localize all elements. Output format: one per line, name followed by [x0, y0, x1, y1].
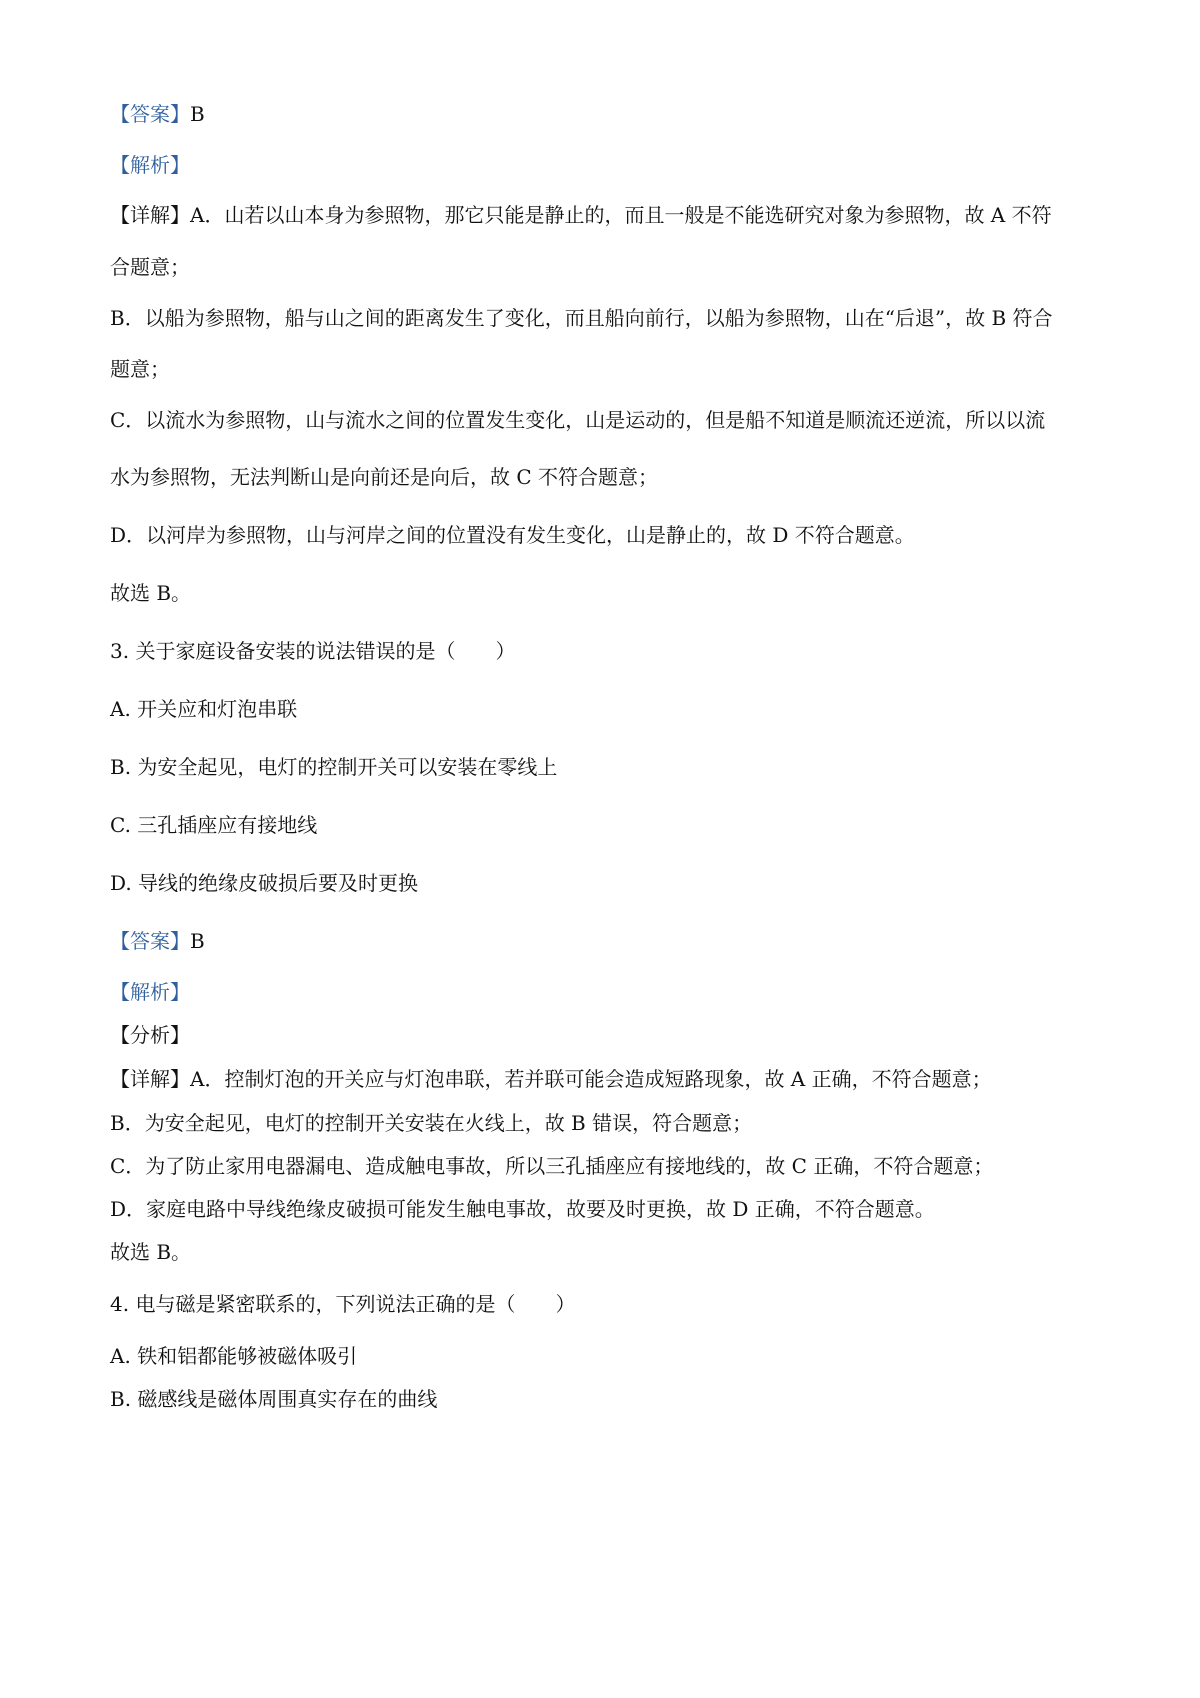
q2-answer-label: 【答案】	[110, 102, 190, 126]
q2-detail-line: 故选 B。	[110, 581, 192, 605]
q2-detail-line: 合题意；	[110, 255, 190, 279]
q3-analysis-label: 【解析】	[110, 980, 190, 1004]
q4-stem: 4. 电与磁是紧密联系的，下列说法正确的是（ ）	[110, 1292, 576, 1316]
q3-fenxi-label: 【分析】	[110, 1023, 190, 1047]
q3-detail-line: B．为安全起见，电灯的控制开关安装在火线上，故 B 错误，符合题意；	[110, 1111, 753, 1135]
q3-option: B. 为安全起见，电灯的控制开关可以安装在零线上	[110, 755, 558, 779]
q4-option: B. 磁感线是磁体周围真实存在的曲线	[110, 1387, 438, 1411]
q2-detail-line: 题意；	[110, 357, 170, 381]
q3-detail-line: D．家庭电路中导线绝缘皮破损可能发生触电事故，故要及时更换，故 D 正确，不符合题意。	[110, 1197, 935, 1221]
q3-detail-line: 故选 B。	[110, 1240, 192, 1264]
q2-answer	[110, 104, 205, 124]
q3-detail-line: C．为了防止家用电器漏电、造成触电事故，所以三孔插座应有接地线的，故 C 正确，不符合题意；	[110, 1154, 994, 1178]
q2-answer-value: B	[190, 102, 205, 126]
q3-stem: 3. 关于家庭设备安装的说法错误的是（ ）	[110, 639, 516, 663]
q3-answer	[110, 931, 205, 951]
q2-detail-line: 水为参照物，无法判断山是向前还是向后，故 C 不符合题意；	[110, 465, 659, 489]
q3-option: C. 三孔插座应有接地线	[110, 813, 318, 837]
q2-detail-line: 【详解】A．山若以山本身为参照物，那它只能是静止的，而且一般是不能选研究对象为参照物，故 A 不符	[110, 203, 1052, 227]
q3-answer-value: B	[190, 929, 205, 953]
q3-option: D. 导线的绝缘皮破损后要及时更换	[110, 871, 419, 895]
q4-option: A. 铁和铝都能够被磁体吸引	[110, 1344, 358, 1368]
q2-detail-line: D．以河岸为参照物，山与河岸之间的位置没有发生变化，山是静止的，故 D 不符合题意。	[110, 523, 915, 547]
q3-option: A. 开关应和灯泡串联	[110, 697, 298, 721]
q3-answer-label: 【答案】	[110, 929, 190, 953]
q2-analysis-label: 【解析】	[110, 153, 190, 177]
q2-detail-line: C．以流水为参照物，山与流水之间的位置发生变化，山是运动的，但是船不知道是顺流还逆流，所以以流	[110, 408, 1046, 432]
q2-detail-line: B．以船为参照物，船与山之间的距离发生了变化，而且船向前行，以船为参照物，山在“后退”，故 B 符合	[110, 306, 1053, 330]
q3-detail-line: 【详解】A．控制灯泡的开关应与灯泡串联，若并联可能会造成短路现象，故 A 正确，不符合题意；	[110, 1067, 992, 1091]
